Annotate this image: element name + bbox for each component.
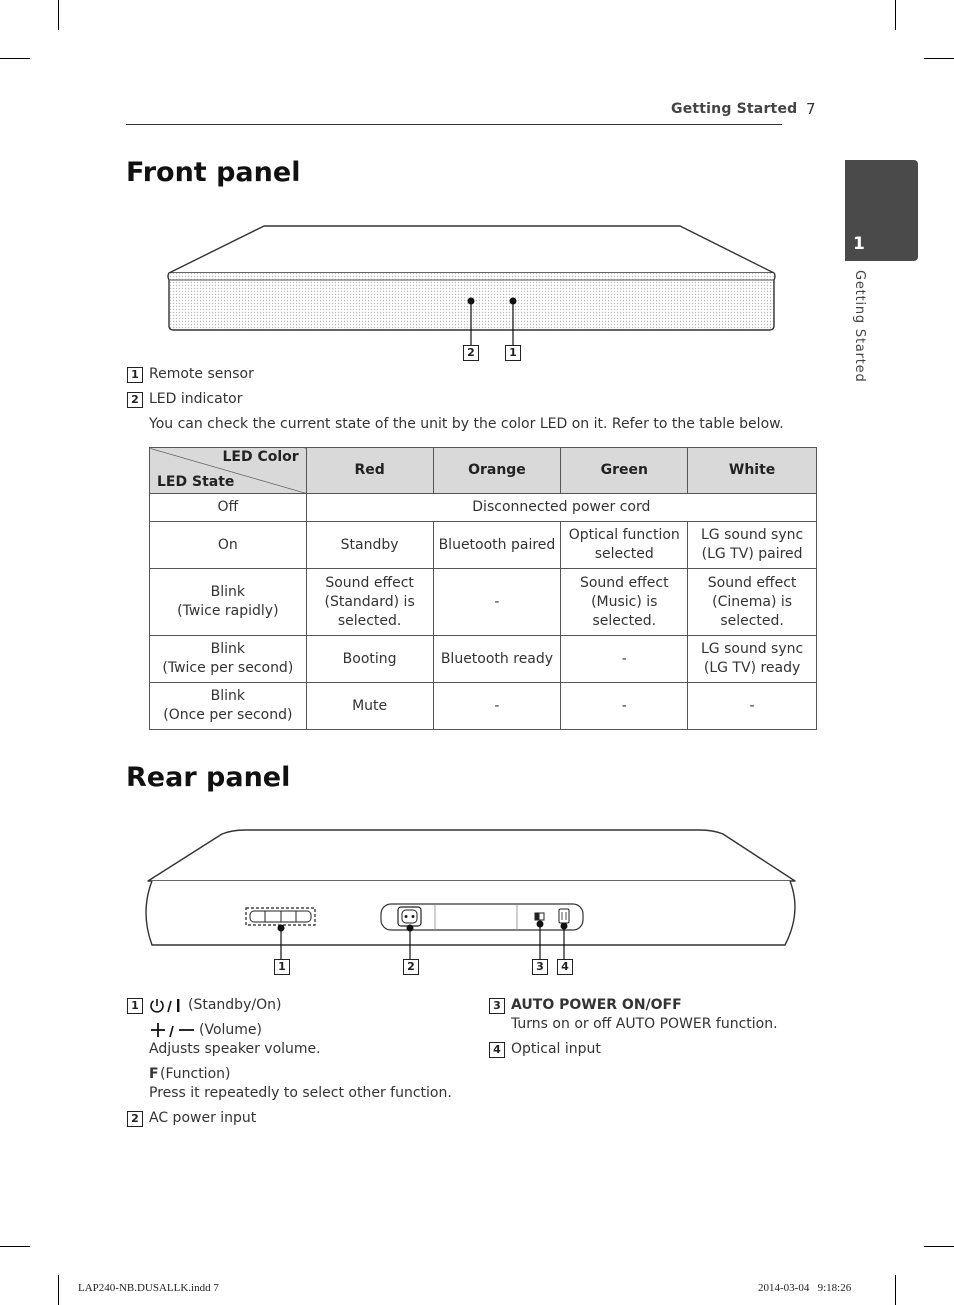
table-row <box>150 636 817 683</box>
table-row <box>150 522 817 569</box>
table-row <box>150 494 817 522</box>
auto-power-label: AUTO POWER ON/OFF <box>511 997 682 1013</box>
rear-callout-1: 1 <box>274 959 290 975</box>
footer-timestamp: 2014-03-04 9:18:26 <box>758 1282 852 1294</box>
table-row <box>150 683 817 730</box>
auto-power-description: Turns on or off AUTO POWER function. <box>511 1016 778 1032</box>
front-item-1-number: 1 <box>127 367 143 383</box>
rear-panel-title: Rear panel <box>126 762 291 793</box>
table-cell: Mute <box>306 683 433 730</box>
state-cell: On <box>150 522 307 569</box>
table-cell: Optical function selected <box>561 522 688 569</box>
crop-mark <box>924 1246 954 1247</box>
front-panel-illustration <box>160 218 790 348</box>
front-item-2-number: 2 <box>127 392 143 408</box>
rear-callout-4: 4 <box>557 959 573 975</box>
page-number: 7 <box>806 100 816 118</box>
table-cell: Sound effect (Standard) is selected. <box>306 569 433 636</box>
standby-on-label: (Standby/On) <box>188 997 282 1013</box>
led-status-table <box>149 447 817 730</box>
column-header: Green <box>561 448 688 494</box>
crop-mark <box>58 0 59 30</box>
optical-input-port <box>559 909 569 923</box>
table-corner-cell <box>150 448 307 494</box>
table-cell: Sound effect (Cinema) is selected. <box>688 569 817 636</box>
chapter-label: Getting Started <box>852 270 867 383</box>
table-cell: Booting <box>306 636 433 683</box>
corner-led-state: LED State <box>157 474 235 490</box>
crop-mark <box>0 58 30 59</box>
table-cell: LG sound sync (LG TV) paired <box>688 522 817 569</box>
standby-on-icon <box>148 997 188 1015</box>
rear-item-3-number: 3 <box>489 998 505 1014</box>
crop-mark <box>895 0 896 30</box>
corner-led-color: LED Color <box>222 449 299 465</box>
merged-cell: Disconnected power cord <box>306 494 816 522</box>
column-header: Red <box>306 448 433 494</box>
function-label: (Function) <box>160 1066 231 1082</box>
ac-power-input-label: AC power input <box>149 1110 257 1126</box>
front-item-2-label: LED indicator <box>149 391 243 407</box>
led-note: You can check the current state of the unit by the color LED on it. Refer to the table below. <box>149 416 784 432</box>
front-callout-1: 1 <box>505 345 521 361</box>
table-cell: Standby <box>306 522 433 569</box>
table-cell: Bluetooth ready <box>433 636 561 683</box>
rear-item-1-number: 1 <box>127 998 143 1014</box>
table-cell: - <box>561 683 688 730</box>
state-cell: Off <box>150 494 307 522</box>
rear-panel-illustration <box>140 822 805 962</box>
table-cell: LG sound sync (LG TV) ready <box>688 636 817 683</box>
crop-mark <box>0 1246 30 1247</box>
volume-label: (Volume) <box>199 1022 262 1038</box>
table-cell: Bluetooth paired <box>433 522 561 569</box>
table-cell: - <box>433 683 561 730</box>
table-cell: - <box>688 683 817 730</box>
column-header: White <box>688 448 817 494</box>
table-header-row <box>150 448 817 494</box>
chapter-number: 1 <box>853 234 865 254</box>
front-panel-title: Front panel <box>126 157 301 188</box>
rear-item-4-number: 4 <box>489 1042 505 1058</box>
table-cell: - <box>433 569 561 636</box>
rear-callout-3: 3 <box>532 959 548 975</box>
front-callout-2: 2 <box>463 345 479 361</box>
volume-icon <box>148 1022 198 1040</box>
front-item-1-label: Remote sensor <box>149 366 254 382</box>
running-header: Getting Started <box>671 101 798 117</box>
state-cell: Blink (Once per second) <box>150 683 307 730</box>
state-cell: Blink (Twice rapidly) <box>150 569 307 636</box>
table-cell: - <box>561 636 688 683</box>
column-header: Orange <box>433 448 561 494</box>
header-rule <box>126 124 782 125</box>
footer-file-info: LAP240-NB.DUSALLK.indd 7 <box>78 1282 219 1294</box>
crop-mark <box>58 1275 59 1305</box>
state-cell: Blink (Twice per second) <box>150 636 307 683</box>
rear-callout-2: 2 <box>403 959 419 975</box>
table-row <box>150 569 817 636</box>
rear-item-2-number: 2 <box>127 1111 143 1127</box>
volume-description: Adjusts speaker volume. <box>149 1041 321 1057</box>
optical-input-label: Optical input <box>511 1041 601 1057</box>
function-key: F <box>149 1066 159 1082</box>
function-description: Press it repeatedly to select other function. <box>149 1085 452 1101</box>
table-cell: Sound effect (Music) is selected. <box>561 569 688 636</box>
crop-mark <box>924 58 954 59</box>
crop-mark <box>895 1275 896 1305</box>
